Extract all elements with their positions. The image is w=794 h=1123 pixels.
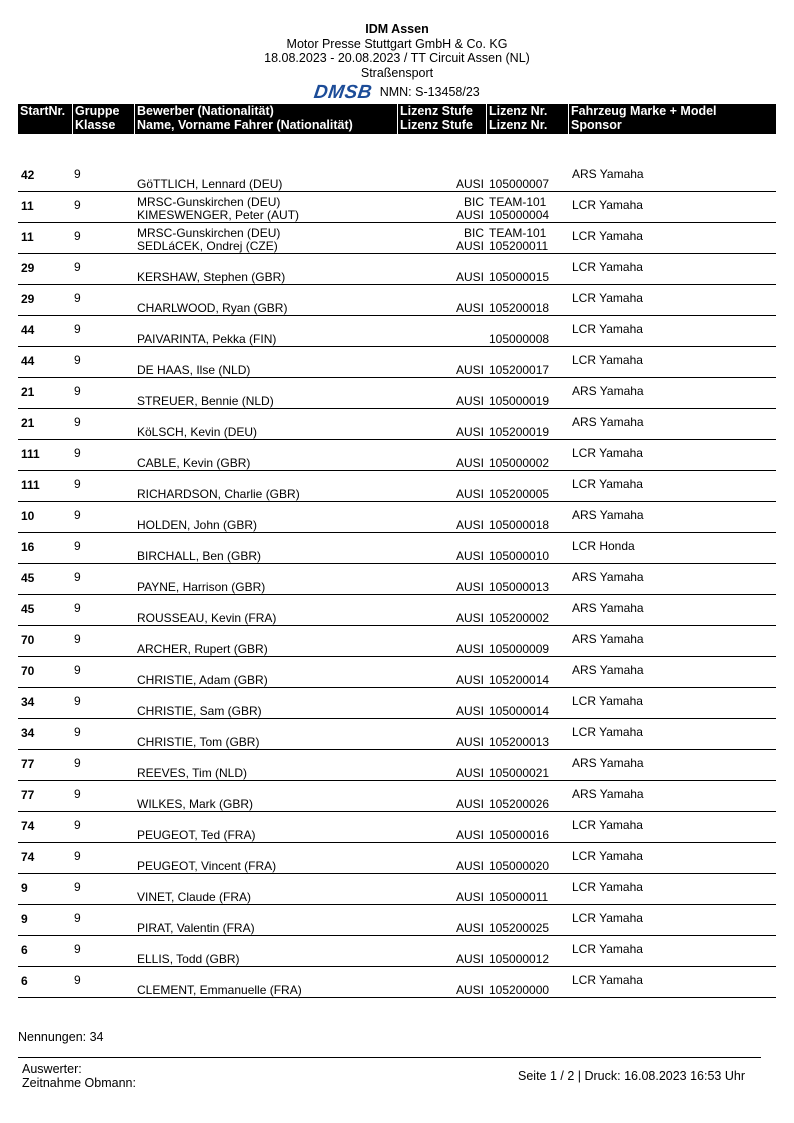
start-number: 11 [21, 199, 34, 213]
start-number: 10 [21, 509, 35, 523]
driver-license-level: AUSI [455, 921, 484, 935]
driver-name: ROUSSEAU, Kevin (FRA) [137, 611, 277, 625]
group-class: 9 [74, 446, 81, 460]
driver-license-level: AUSI [455, 177, 484, 191]
table-row [18, 439, 776, 471]
column-header-start-label: StartNr. [20, 104, 66, 118]
driver-name: WILKES, Mark (GBR) [137, 797, 254, 811]
driver-license-nr: 105200026 [489, 797, 550, 811]
document-header [0, 22, 794, 80]
group-class: 9 [74, 601, 81, 615]
start-number: 34 [21, 726, 35, 740]
organizer: Motor Presse Stuttgart GmbH & Co. KG [286, 36, 508, 51]
event-dates: 18.08.2023 - 20.08.2023 / TT Circuit Assen (NL) [264, 51, 530, 65]
table-row [18, 346, 776, 378]
driver-license-level: AUSI [455, 580, 484, 594]
column-header-start [18, 104, 72, 134]
driver-name: CABLE, Kevin (GBR) [137, 456, 251, 470]
driver-name: CHRISTIE, Adam (GBR) [137, 673, 268, 687]
table-row [18, 501, 776, 533]
dmsb-logo: DMSB [312, 82, 374, 103]
discipline: Straßensport [360, 65, 434, 80]
driver-license-nr: 105000012 [489, 952, 550, 966]
driver-license-nr: 105000016 [489, 828, 550, 842]
vehicle-sponsor: LCR Yamaha [572, 477, 643, 491]
signature-block [22, 1063, 136, 1090]
driver-name: KIMESWENGER, Peter (AUT) [137, 208, 300, 222]
start-number: 42 [21, 168, 35, 182]
driver-name: CLEMENT, Emmanuelle (FRA) [137, 983, 302, 997]
vehicle-sponsor: ARS Yamaha [572, 508, 644, 522]
vehicle-sponsor: LCR Yamaha [572, 260, 643, 274]
start-number: 9 [21, 881, 28, 895]
driver-license-nr: 105000008 [489, 332, 550, 346]
driver-license-level: AUSI [455, 518, 484, 532]
group-class: 9 [74, 322, 81, 336]
column-header-class-label: Klasse [75, 117, 116, 132]
vehicle-sponsor: LCR Yamaha [572, 353, 643, 367]
table-row [18, 966, 776, 998]
start-number: 9 [21, 912, 28, 926]
table-row [18, 222, 776, 254]
vehicle-sponsor: ARS Yamaha [572, 601, 644, 615]
driver-license-nr: 105200013 [489, 735, 550, 749]
table-row [18, 470, 776, 502]
driver-license-level: AUSI [455, 766, 484, 780]
group-class: 9 [74, 260, 81, 274]
group-class: 9 [74, 384, 81, 398]
vehicle-sponsor: ARS Yamaha [572, 787, 644, 801]
vehicle-sponsor: LCR Yamaha [572, 198, 643, 212]
table-row [18, 253, 776, 285]
group-class: 9 [74, 353, 81, 367]
driver-name: KöLSCH, Kevin (DEU) [137, 425, 258, 439]
vehicle-sponsor: ARS Yamaha [572, 663, 644, 677]
driver-name: REEVES, Tim (NLD) [137, 766, 248, 780]
group-class: 9 [74, 973, 81, 987]
driver-name: VINET, Claude (FRA) [137, 890, 252, 904]
start-number: 6 [21, 943, 28, 957]
start-number: 21 [21, 416, 35, 430]
driver-license-level: AUSI [455, 983, 484, 997]
column-header-name [135, 104, 397, 134]
group-class: 9 [74, 539, 81, 553]
group-class: 9 [74, 291, 81, 305]
driver-license-level: AUSI [455, 704, 484, 718]
table-row [18, 284, 776, 316]
vehicle-sponsor: LCR Yamaha [572, 725, 643, 739]
driver-license-level: AUSI [455, 363, 484, 377]
group-class: 9 [74, 477, 81, 491]
table-row [18, 408, 776, 440]
driver-name: ARCHER, Rupert (GBR) [137, 642, 268, 656]
table-row [18, 780, 776, 812]
table-row [18, 842, 776, 874]
start-number: 74 [21, 819, 35, 833]
driver-license-nr: 105200017 [489, 363, 550, 377]
table-row [18, 718, 776, 750]
group-class: 9 [74, 663, 81, 677]
column-header-entrant-label: Bewerber (Nationalität) [137, 104, 274, 118]
start-number: 77 [21, 788, 35, 802]
driver-license-level: AUSI [455, 456, 484, 470]
vehicle-sponsor: ARS Yamaha [572, 167, 644, 181]
vehicle-sponsor: LCR Yamaha [572, 973, 643, 987]
column-header-vehicle [569, 104, 776, 134]
entrant-name: MRSC-Gunskirchen (DEU) [137, 226, 281, 240]
driver-license-nr: 105000014 [489, 704, 550, 718]
driver-name: BIRCHALL, Ben (GBR) [137, 549, 262, 563]
group-class: 9 [74, 725, 81, 739]
vehicle-sponsor: LCR Honda [572, 539, 635, 553]
driver-license-nr: 105000011 [489, 890, 549, 904]
entrant-name: MRSC-Gunskirchen (DEU) [137, 195, 281, 209]
group-class: 9 [74, 415, 81, 429]
start-number: 11 [21, 230, 34, 244]
table-row [18, 160, 776, 192]
start-number: 21 [21, 385, 35, 399]
driver-license-level: AUSI [455, 239, 484, 253]
driver-license-nr: 105200011 [489, 239, 549, 253]
driver-license-nr: 105000007 [489, 177, 550, 191]
driver-license-level: AUSI [455, 735, 484, 749]
start-number: 74 [21, 850, 35, 864]
driver-license-nr: 105200018 [489, 301, 550, 315]
driver-license-level: AUSI [455, 394, 484, 408]
table-row [18, 935, 776, 967]
vehicle-sponsor: LCR Yamaha [572, 911, 643, 925]
driver-name: ELLIS, Todd (GBR) [137, 952, 240, 966]
start-number: 29 [21, 261, 35, 275]
start-number: 111 [21, 447, 40, 461]
driver-license-level: AUSI [455, 642, 484, 656]
entrant-license-level: BIC [463, 226, 484, 240]
group-class: 9 [74, 787, 81, 801]
table-row [18, 904, 776, 936]
column-header-license-level-label: Lizenz Stufe [400, 104, 473, 118]
table-row [18, 377, 776, 409]
driver-license-nr: 105000020 [489, 859, 550, 873]
start-number: 34 [21, 695, 35, 709]
driver-name: SEDLáCEK, Ondrej (CZE) [137, 239, 278, 253]
column-header-vehicle-label: Fahrzeug Marke + Model [571, 104, 717, 118]
column-header-license-nr [487, 104, 568, 134]
start-number: 45 [21, 571, 35, 585]
driver-name: GöTTLICH, Lennard (DEU) [137, 177, 283, 191]
driver-license-level: AUSI [455, 270, 484, 284]
driver-name: PAIVARINTA, Pekka (FIN) [137, 332, 277, 346]
table-row [18, 532, 776, 564]
vehicle-sponsor: ARS Yamaha [572, 756, 644, 770]
driver-license-nr: 105000004 [489, 208, 550, 222]
column-header-license-level [398, 104, 486, 134]
start-number: 44 [21, 323, 35, 337]
group-class: 9 [74, 694, 81, 708]
driver-name: PIRAT, Valentin (FRA) [137, 921, 255, 935]
driver-name: STREUER, Bennie (NLD) [137, 394, 274, 408]
entrant-license-nr: TEAM-101 [489, 226, 547, 240]
driver-license-nr: 105200019 [489, 425, 550, 439]
group-class: 9 [74, 198, 81, 212]
vehicle-sponsor: LCR Yamaha [572, 818, 643, 832]
start-number: 45 [21, 602, 35, 616]
driver-license-level: AUSI [455, 549, 484, 563]
vehicle-sponsor: LCR Yamaha [572, 322, 643, 336]
driver-license-nr: 105000002 [489, 456, 550, 470]
driver-name: PAYNE, Harrison (GBR) [137, 580, 266, 594]
table-row [18, 687, 776, 719]
driver-license-nr: 105000021 [489, 766, 550, 780]
driver-license-level: AUSI [455, 828, 484, 842]
driver-name: RICHARDSON, Charlie (GBR) [137, 487, 300, 501]
driver-name: PEUGEOT, Vincent (FRA) [137, 859, 277, 873]
start-number: 77 [21, 757, 35, 771]
column-header-group-label: Gruppe [75, 104, 120, 118]
entrant-license-level: BIC [463, 195, 484, 209]
vehicle-sponsor: LCR Yamaha [572, 880, 643, 894]
driver-license-nr: 105200000 [489, 983, 550, 997]
group-class: 9 [74, 229, 81, 243]
table-row [18, 873, 776, 905]
driver-license-nr: 105200014 [489, 673, 550, 687]
table-row [18, 191, 776, 223]
table-row [18, 594, 776, 626]
start-number: 70 [21, 664, 35, 678]
table-row [18, 563, 776, 595]
column-header-license-nr-label: Lizenz Nr. [489, 104, 548, 118]
footer-divider [18, 1057, 761, 1058]
column-header-driver-label: Name, Vorname Fahrer (Nationalität) [137, 117, 353, 132]
table-row [18, 811, 776, 843]
driver-license-level: AUSI [455, 797, 484, 811]
group-class: 9 [74, 570, 81, 584]
vehicle-sponsor: ARS Yamaha [572, 632, 644, 646]
nmn-number: NMN: S-13458/23 [379, 85, 480, 99]
vehicle-sponsor: LCR Yamaha [572, 849, 643, 863]
start-number: 6 [21, 974, 28, 988]
group-class: 9 [74, 942, 81, 956]
table-row [18, 625, 776, 657]
vehicle-sponsor: LCR Yamaha [572, 291, 643, 305]
group-class: 9 [74, 818, 81, 832]
driver-license-level: AUSI [455, 890, 484, 904]
driver-license-nr: 105000019 [489, 394, 550, 408]
driver-license-nr: 105200025 [489, 921, 550, 935]
driver-license-level: AUSI [455, 425, 484, 439]
driver-name: KERSHAW, Stephen (GBR) [137, 270, 286, 284]
driver-name: CHRISTIE, Tom (GBR) [137, 735, 260, 749]
driver-name: CHARLWOOD, Ryan (GBR) [137, 301, 288, 315]
column-header-license-nr-label-2: Lizenz Nr. [489, 117, 548, 132]
vehicle-sponsor: LCR Yamaha [572, 229, 643, 243]
start-number: 44 [21, 354, 35, 368]
table-row [18, 315, 776, 347]
driver-name: CHRISTIE, Sam (GBR) [137, 704, 262, 718]
driver-license-level: AUSI [455, 859, 484, 873]
vehicle-sponsor: ARS Yamaha [572, 570, 644, 584]
driver-license-nr: 105000010 [489, 549, 550, 563]
event-title: IDM Assen [365, 22, 429, 36]
group-class: 9 [74, 632, 81, 646]
group-class: 9 [74, 508, 81, 522]
start-number: 70 [21, 633, 35, 647]
timekeeper-label: Zeitnahme Obmann: [22, 1075, 136, 1090]
driver-license-level: AUSI [455, 673, 484, 687]
vehicle-sponsor: LCR Yamaha [572, 942, 643, 956]
driver-license-nr: 105000015 [489, 270, 550, 284]
column-header-license-level-label-2: Lizenz Stufe [400, 117, 473, 132]
evaluator-label: Auswerter: [22, 1062, 82, 1076]
driver-license-nr: 105000018 [489, 518, 550, 532]
entry-count: Nennungen: 34 [18, 1030, 104, 1044]
driver-license-level: AUSI [455, 208, 484, 222]
table-row [18, 656, 776, 688]
vehicle-sponsor: LCR Yamaha [572, 446, 643, 460]
group-class: 9 [74, 880, 81, 894]
driver-name: PEUGEOT, Ted (FRA) [137, 828, 256, 842]
start-number: 16 [21, 540, 35, 554]
dmsb-row [0, 82, 794, 104]
entrant-license-nr: TEAM-101 [489, 195, 547, 209]
driver-license-level: AUSI [455, 611, 484, 625]
vehicle-sponsor: ARS Yamaha [572, 415, 644, 429]
vehicle-sponsor: ARS Yamaha [572, 384, 644, 398]
group-class: 9 [74, 849, 81, 863]
page-info: Seite 1 / 2 | Druck: 16.08.2023 16:53 Uhr [518, 1069, 745, 1083]
group-class: 9 [74, 167, 81, 181]
driver-license-level: AUSI [455, 952, 484, 966]
driver-name: HOLDEN, John (GBR) [137, 518, 258, 532]
driver-license-nr: 105200002 [489, 611, 550, 625]
group-class: 9 [74, 756, 81, 770]
group-class: 9 [74, 911, 81, 925]
column-header-sponsor-label: Sponsor [571, 117, 622, 132]
driver-license-level: AUSI [455, 487, 484, 501]
driver-license-nr: 105000013 [489, 580, 550, 594]
driver-license-level: AUSI [455, 301, 484, 315]
start-number: 111 [21, 478, 40, 492]
table-row [18, 749, 776, 781]
vehicle-sponsor: LCR Yamaha [572, 694, 643, 708]
start-number: 29 [21, 292, 35, 306]
driver-license-nr: 105000009 [489, 642, 550, 656]
column-header-group [73, 104, 134, 134]
driver-name: DE HAAS, Ilse (NLD) [137, 363, 251, 377]
driver-license-nr: 105200005 [489, 487, 550, 501]
